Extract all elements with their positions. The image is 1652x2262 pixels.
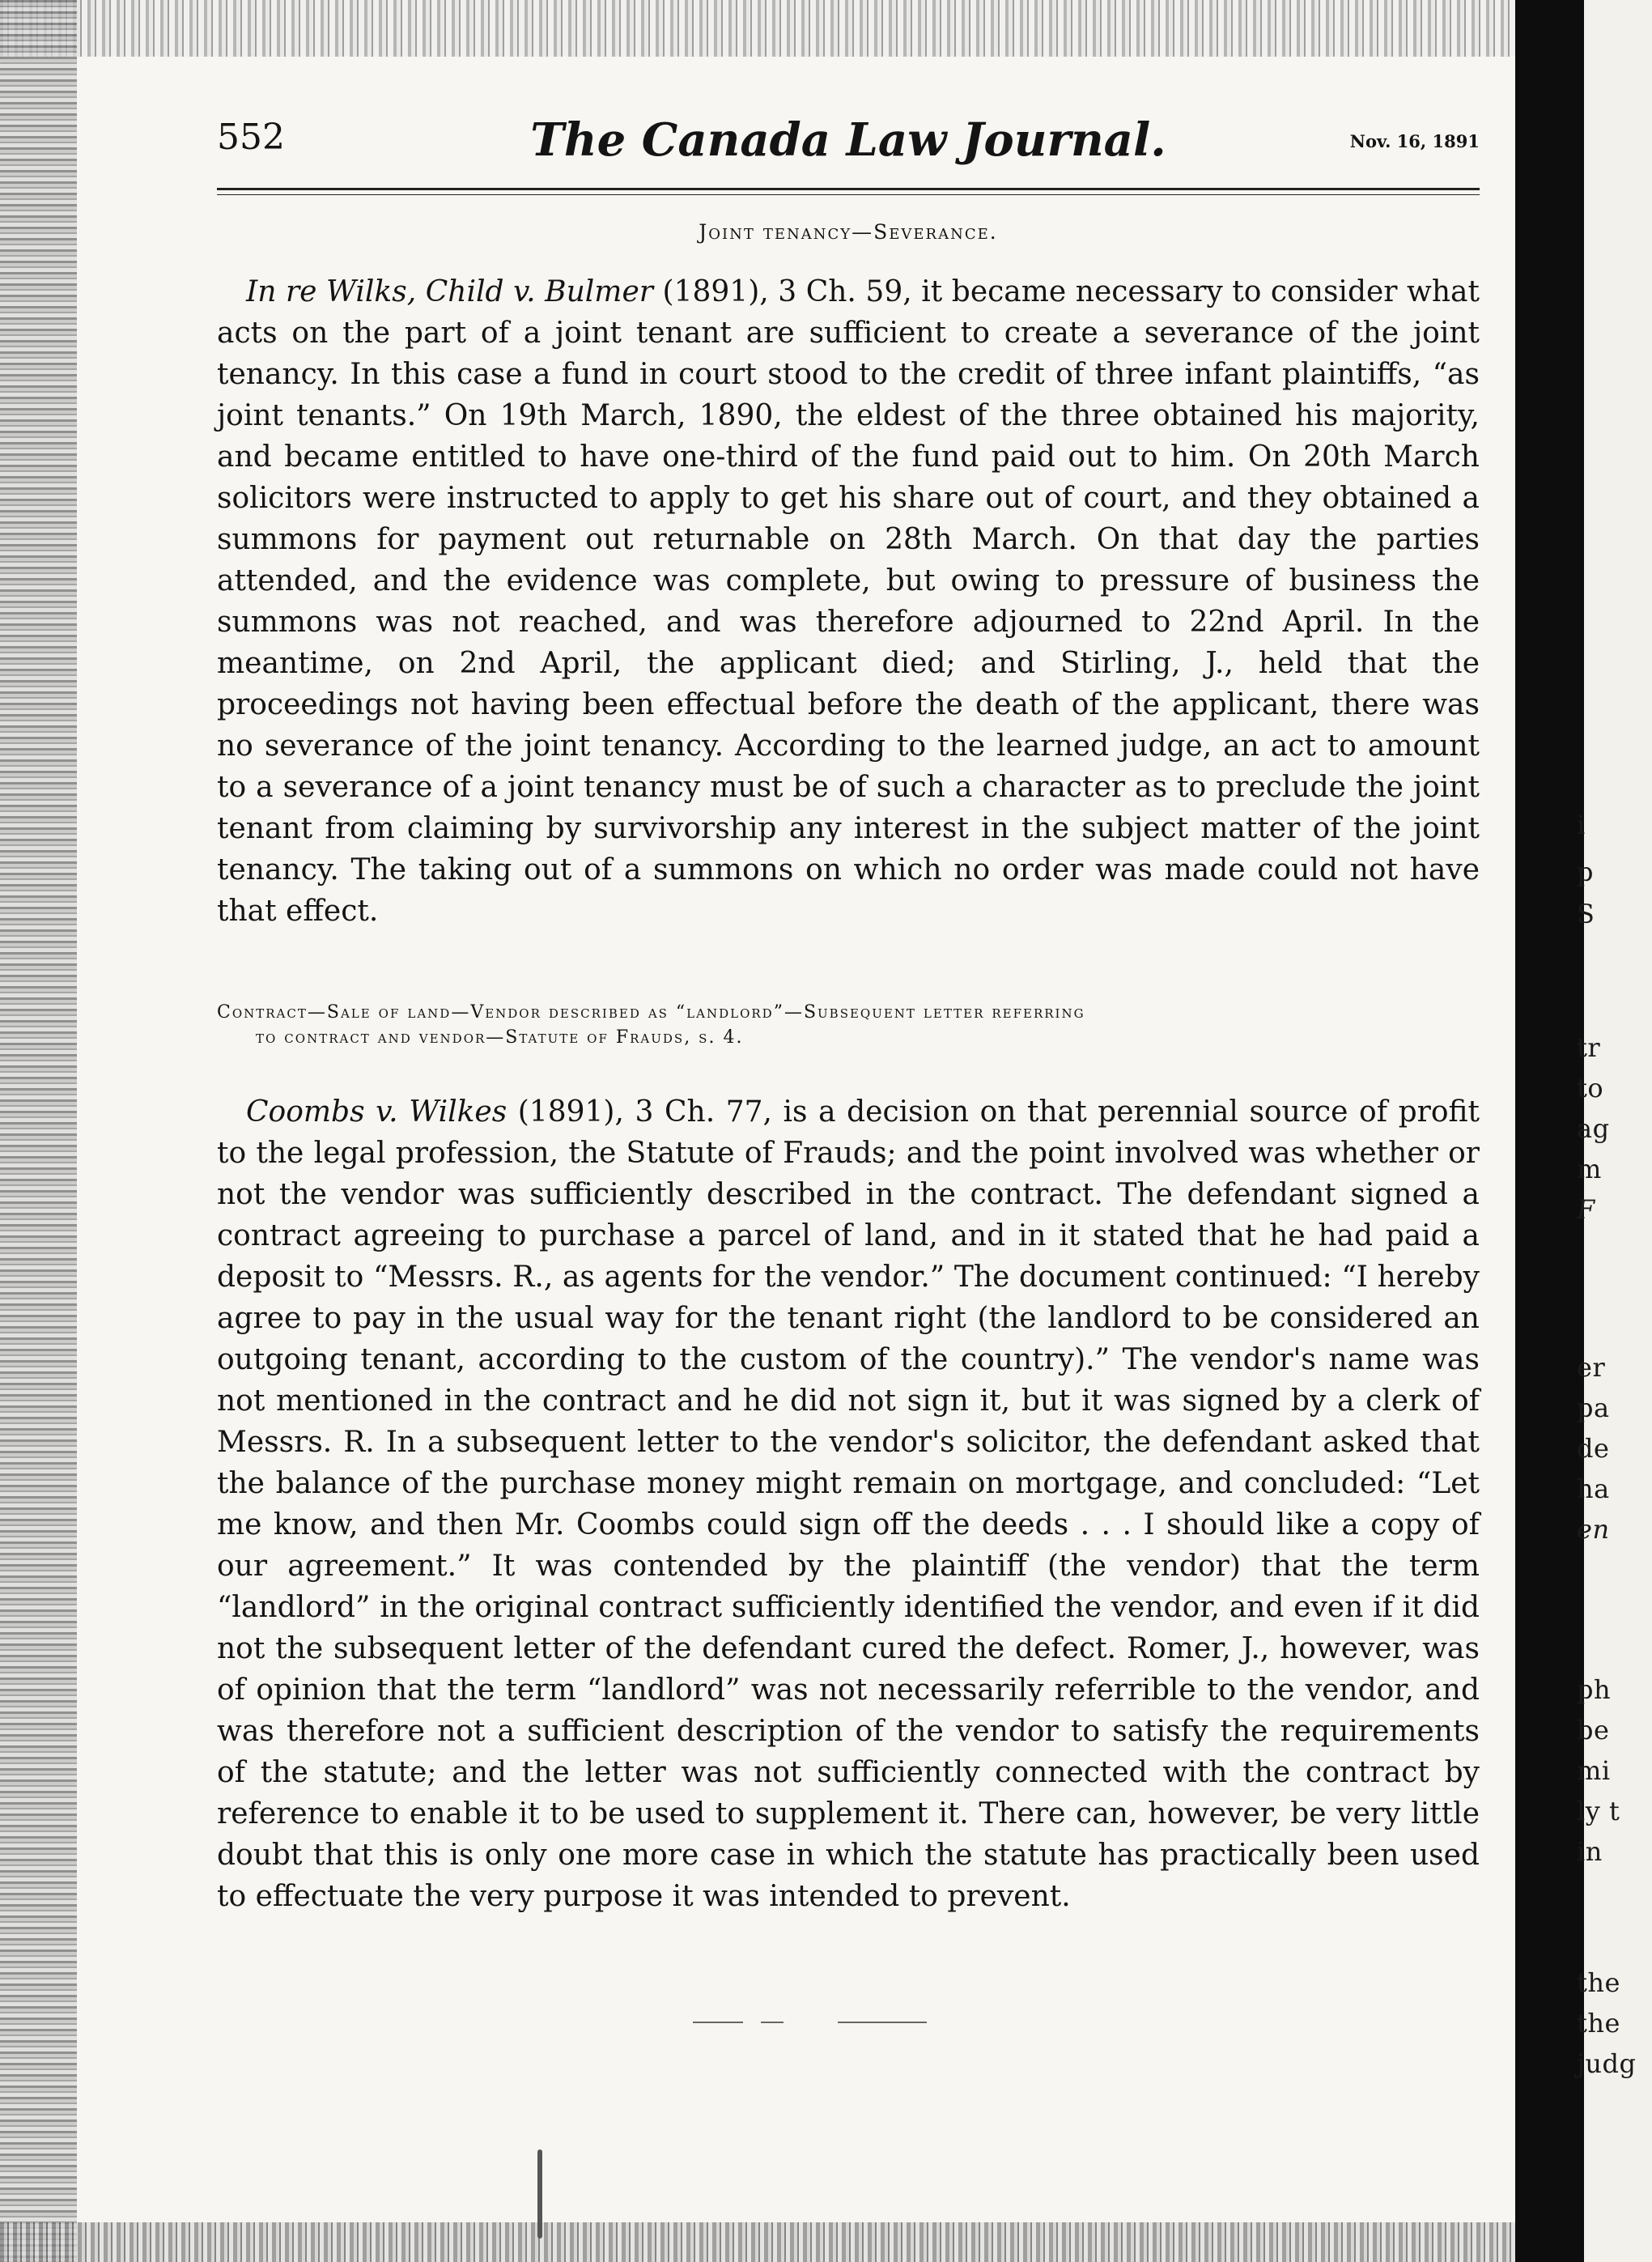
page-gutter [1515,0,1584,2262]
article-joint-tenancy [217,271,1480,932]
end-rule-2 [761,2022,784,2023]
fragment: be [1577,1715,1610,1745]
fragment: ag [1577,1113,1610,1144]
fragment: pa [1577,1392,1610,1423]
fragment: en [1577,1514,1610,1545]
heading-line-2: to contract and vendor—Statute of Frauds, s. 4. [256,1027,744,1048]
case-name: In re Wilks, Child v. Bulmer [246,275,653,308]
heading-line-1: Contract—Sale of land—Vendor described as “landlord”—Subsequent letter referring [217,1002,1085,1023]
end-rule-3 [838,2022,927,2023]
page-number: 552 [217,117,285,158]
fragment: er [1577,1352,1606,1383]
fragment: tr [1577,1032,1601,1063]
scan-edge-bottom [0,2222,1652,2262]
paragraph [217,1091,1480,1917]
end-rule-1 [693,2022,743,2023]
scan-edge-top [0,0,1652,57]
section-heading-joint-tenancy: Joint tenancy—Severance. [699,220,998,244]
fragment: i [1577,810,1586,840]
paragraph-text: (1891), 3 Ch. 59, it became necessary to consider what acts on the part of a joint tenant are sufficient to create a severance of the joint tenancy. In this case a fund in court stood to the credit of three infant plaintiffs, “as joint tenants.” On 19th March, 1890, the eldest of the three obtained his majority, and became entitled to have one-third of the fund paid out to him. On 20th March solicitors were instructed to apply to get his share out of court, and they obtained a summons for payment out returnable on 28th March. On that day the parties attended, and the evidence was complete, but owing to pressure of business the summons was not reached, and was therefore adjourned to 22nd April. In the meantime, on 2nd April, the applicant died; and Stirling, J., held that the proceedings not having been effectual before the death of the applicant, there was no severance of the joint tenancy. According to the learned judge, an act to amount to a severance of a joint tenancy must be of such a character as to preclude the joint tenant from claiming by survivorship any interest in the subject matter of the joint tenancy. The taking out of a summons on which no order was made could not have that effect. [217,275,1480,928]
fragment: to [1577,1073,1604,1103]
header-rule-thin [217,194,1480,195]
header-date: Nov. 16, 1891 [1349,131,1480,151]
header-rule [217,188,1480,190]
fragment: ph [1577,1674,1612,1705]
page-header [217,113,1480,170]
fragment: ha [1577,1473,1610,1504]
fragment: in [1577,1836,1603,1867]
fragment: F [1577,1194,1595,1225]
fragment: m [1577,1154,1602,1184]
fragment: the [1577,2008,1620,2039]
fragment: de [1577,1433,1610,1464]
paragraph-text: (1891), 3 Ch. 77, is a decision on that perennial source of profit to the legal profession, the Statute of Frauds; and the point involved was whether or not the vendor was sufficiently described in the contract. The defendant signed a contract agreeing to purchase a parcel of land, and in it stated that he had paid a deposit to “Messrs. R., as agents for the vendor.” The document continued: “I hereby agree to pay in the usual way for the tenant right (the landlord to be considered an outgoing tenant, according to the custom of the country).” The vendor's name was not mentioned in the contract and he did not sign it, but it was signed by a clerk of Messrs. R. In a subsequent letter to the vendor's solicitor, the defendant asked that the balance of the purchase money might remain on mortgage, and concluded: “Let me know, and then Mr. Coombs could sign off the deeds . . . I should like a copy of our agreement.” It was contended by the plaintiff (the vendor) that the term “landlord” in the original contract sufficiently identified the vendor, and even if it did not the subsequent letter of the defendant cured the defect. Romer, J., however, was of opinion that the term “landlord” was not necessarily referrible to the vendor, and was therefore not a sufficient description of the vendor to satisfy the requirements of the statute; and the letter was not sufficiently connected with the contract by reference to enable it to be used to supplement it. There can, however, be very little doubt that this is only one more case in which the statute has practically been used to effectuate the very purpose it was intended to prevent. [217,1095,1480,1913]
margin-mark [537,2149,542,2239]
fragment: ly t [1577,1796,1620,1826]
fragment: S [1577,899,1595,929]
section-heading-contract [217,1000,1480,1050]
case-name: Coombs v. Wilkes [246,1095,507,1129]
paragraph [217,271,1480,932]
fragment: judg [1577,2048,1637,2079]
article-statute-of-frauds [217,1091,1480,1917]
fragment: the [1577,1967,1620,1998]
fragment: mi [1577,1755,1611,1786]
journal-title: The Canada Law Journal. [530,113,1166,167]
fragment: p [1577,857,1594,887]
scan-edge-left [0,0,77,2262]
